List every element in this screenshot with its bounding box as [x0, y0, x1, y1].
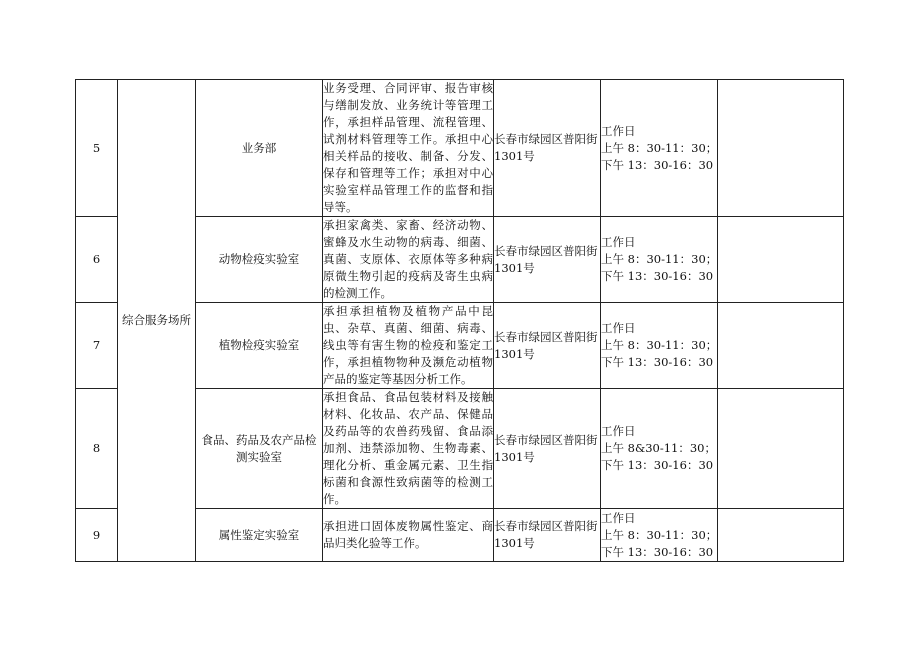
row-number: 7 — [76, 303, 118, 389]
address-text: 长春市绿园区普阳街1301号 — [494, 389, 601, 509]
row-number: 6 — [76, 217, 118, 303]
hours-cell — [601, 389, 718, 509]
department-name: 植物检疫实验室 — [196, 303, 323, 389]
hours-cell — [601, 509, 718, 562]
duties-text: 承担食品、食品包装材料及接触材料、化妆品、农产品、保健品及药品等的农兽药残留、食品添加剂、违禁添加物、生物毒素、理化分析、重金属元素、卫生指标菌和食源性致病菌等的检测工作。 — [323, 389, 494, 509]
remark-cell — [718, 217, 844, 303]
duties-text: 承担进口固体废物属性鉴定、商品归类化验等工作。 — [323, 509, 494, 562]
hours-line: 工作日 — [601, 235, 636, 249]
group-label: 综合服务场所 — [118, 80, 196, 562]
remark-cell — [718, 509, 844, 562]
table-row — [76, 80, 844, 217]
hours-line: 工作日 — [601, 123, 636, 138]
remark-cell — [718, 389, 844, 509]
hours-line: 上午 8：30-11：30； — [601, 140, 718, 155]
hours-line: 上午 8：30-11：30； — [601, 528, 718, 542]
remark-cell — [718, 303, 844, 389]
hours-line: 上午 8&30-11：30； — [601, 441, 716, 455]
department-name: 食品、药品及农产品检测实验室 — [196, 389, 323, 509]
department-name: 属性鉴定实验室 — [196, 509, 323, 562]
service-locations-table — [75, 79, 844, 562]
hours-line: 下午 13：30-16：30 — [601, 355, 714, 369]
duties-text: 业务受理、合同评审、报告审核与缮制发放、业务统计等管理工作，承担样品管理、流程管理、试剂材料管理等工作。承担中心相关样品的接收、制备、分发、保存和管理等工作；承担对中心实验室样品管理工作的监督和指导等。 — [323, 80, 494, 217]
address-text: 长春市绿园区普阳街1301号 — [494, 509, 601, 562]
hours-line: 工作日 — [601, 511, 636, 525]
address-text: 长春市绿园区普阳街1301号 — [494, 303, 601, 389]
department-name: 业务部 — [196, 80, 323, 217]
address-text: 长春市绿园区普阳街1301号 — [494, 80, 601, 217]
hours-line: 上午 8：30-11：30； — [601, 338, 718, 352]
hours-cell — [601, 303, 718, 389]
department-name: 动物检疫实验室 — [196, 217, 323, 303]
row-number: 8 — [76, 389, 118, 509]
remark-cell — [718, 80, 844, 217]
row-number: 9 — [76, 509, 118, 562]
hours-line: 下午 13：30-16：30 — [601, 458, 714, 472]
hours-line: 上午 8：30-11：30； — [601, 252, 718, 266]
hours-cell — [601, 217, 718, 303]
duties-text: 承担家禽类、家畜、经济动物、蜜蜂及水生动物的病毒、细菌、真菌、支原体、衣原体等多种病原微生物引起的疫病及寄生虫病的检测工作。 — [323, 217, 494, 303]
duties-text: 承担承担植物及植物产品中昆虫、杂草、真菌、细菌、病毒、线虫等有害生物的检疫和鉴定工作，承担植物物种及濒危动植物产品的鉴定等基因分析工作。 — [323, 303, 494, 389]
hours-line: 下午 13：30-16：30 — [601, 269, 714, 283]
row-number: 5 — [76, 80, 118, 217]
hours-line: 工作日 — [601, 424, 636, 438]
hours-line: 下午 13：30-16：30 — [601, 545, 714, 559]
hours-line: 工作日 — [601, 321, 636, 335]
address-text: 长春市绿园区普阳街1301号 — [494, 217, 601, 303]
hours-line: 下午 13：30-16：30 — [601, 157, 714, 172]
hours-cell — [601, 80, 718, 217]
